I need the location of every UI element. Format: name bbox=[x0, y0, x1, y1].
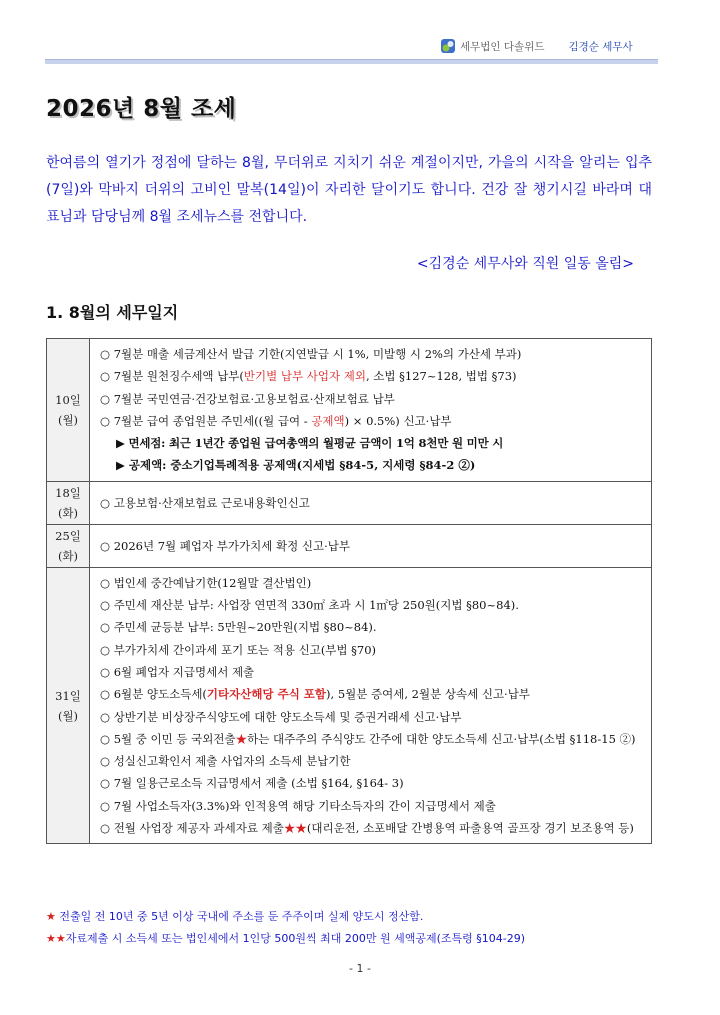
schedule-item bbox=[100, 683, 643, 705]
date-cell-18 bbox=[47, 481, 90, 524]
schedule-item: ○ 부가가치세 간이과세 포기 또는 적용 신고(부법 §70) bbox=[100, 642, 377, 657]
items-cell-25 bbox=[90, 524, 652, 567]
item-text: ○ 5월 중 이민 등 국외전출 bbox=[100, 731, 236, 746]
schedule-item: ○ 주민세 균등분 납부: 5만원~20만원(지법 §80~84). bbox=[100, 620, 377, 635]
schedule-item: ○ 고용보험·산재보험료 근로내용확인신고 bbox=[100, 495, 310, 510]
star-mark: ★ bbox=[235, 731, 248, 746]
star-mark: ★ bbox=[46, 910, 56, 923]
schedule-item: ○ 성실신고확인서 제출 사업자의 소득세 분납기한 bbox=[100, 754, 351, 769]
highlight-text: 공제액 bbox=[311, 413, 345, 428]
date-day: 10일 bbox=[55, 392, 81, 407]
footnote-text: 자료제출 시 소득세 또는 법인세에서 1인당 500원씩 최대 200만 원 세액공제(조특령 §104-29) bbox=[65, 932, 526, 945]
schedule-row-18 bbox=[47, 481, 652, 524]
schedule-item: ○ 법인세 중간예납기한(12월말 결산법인) bbox=[100, 575, 312, 590]
schedule-row-31 bbox=[47, 567, 652, 844]
signature-line: <김경순 세무사와 직원 일동 올림> bbox=[416, 256, 634, 272]
footnote-text: 전출일 전 10년 중 5년 이상 국내에 주소를 둔 주주이며 실제 양도시 정산함. bbox=[55, 910, 424, 923]
firm-logo-icon bbox=[440, 38, 456, 54]
star-mark: ★★ bbox=[46, 932, 66, 945]
schedule-row-25 bbox=[47, 524, 652, 567]
date-cell-31 bbox=[47, 567, 90, 844]
schedule-item: ○ 7월 사업소득자(3.3%)와 인적용역 해당 기타소득자의 간이 지급명세서 제출 bbox=[100, 798, 496, 813]
items-cell-10 bbox=[90, 339, 652, 482]
schedule-item: ○ 7월 일용근로소득 지급명세서 제출 (소법 §164, §164- 3) bbox=[100, 776, 404, 791]
section-title: 1. 8월의 세무일지 bbox=[46, 303, 179, 322]
date-day: 18일 bbox=[55, 485, 81, 500]
date-weekday: (화) bbox=[57, 548, 79, 563]
schedule-item bbox=[100, 410, 643, 432]
star-mark: ★★ bbox=[283, 821, 307, 836]
highlight-text: 기타자산해당 주식 포함 bbox=[206, 687, 327, 702]
date-weekday: (월) bbox=[57, 708, 79, 723]
date-day: 31일 bbox=[55, 688, 81, 703]
tax-accountant-name: 김경순 세무사 bbox=[568, 40, 633, 53]
item-text: ○ 7월분 급여 종업원분 주민세((월 급여 - bbox=[100, 413, 312, 428]
items-cell-18 bbox=[90, 481, 652, 524]
page-number: - 1 - bbox=[349, 962, 371, 975]
date-day: 25일 bbox=[55, 528, 81, 543]
schedule-item: ○ 2026년 7월 폐업자 부가가치세 확정 신고·납부 bbox=[100, 538, 350, 553]
firm-name: 세무법인 다솔위드 bbox=[460, 40, 545, 53]
item-text: ) × 0.5%) 신고·납부 bbox=[344, 413, 452, 428]
item-text: , 소법 §127~128, 법법 §73) bbox=[365, 369, 517, 384]
item-text: ○ 6월분 양도소득세( bbox=[100, 687, 207, 702]
schedule-item: ○ 주민세 재산분 납부: 사업장 연면적 330㎡ 초과 시 1㎡당 250원(지법 §80~84). bbox=[100, 598, 519, 613]
schedule-item bbox=[100, 817, 643, 839]
item-text: ○ 7월분 원천징수세액 납부( bbox=[100, 369, 244, 384]
intro-paragraph: 한여름의 열기가 정점에 달하는 8월, 무더위로 지치기 쉬운 계절이지만, 가을의 시작을 알리는 입추(7일)와 막바지 더위의 고비인 말복(14일)이 자리한 달이기도 합니다. 건강 잘 챙기시길 바라며 대표님과 담당님께 8월 조세뉴스를 전합니다. bbox=[46, 155, 652, 225]
footnote-1 bbox=[46, 908, 423, 924]
schedule-item bbox=[100, 365, 643, 387]
item-text: ○ 전월 사업장 제공자 과세자료 제출 bbox=[100, 821, 284, 836]
items-cell-31 bbox=[90, 567, 652, 844]
schedule-item: ○ 6월 폐업자 지급명세서 제출 bbox=[100, 664, 255, 679]
item-text: (대리운전, 소포배달 간병용역 파출용역 골프장 경기 보조용역 등) bbox=[306, 821, 634, 836]
item-text: 하는 대주주의 주식양도 간주에 대한 양도소득세 신고·납부(소법 §118-15 ②) bbox=[247, 731, 636, 746]
date-weekday: (월) bbox=[57, 412, 79, 427]
schedule-item: ○ 7월분 국민연금·건강보험료·고용보험료·산재보험료 납부 bbox=[100, 391, 395, 406]
date-weekday: (화) bbox=[57, 505, 79, 520]
tax-schedule-table bbox=[46, 338, 652, 844]
page-header bbox=[440, 36, 658, 56]
date-cell-25 bbox=[47, 524, 90, 567]
schedule-row-10 bbox=[47, 339, 652, 482]
schedule-subitem: ▶ 공제액: 중소기업특례적용 공제액(지세법 §84-5, 지세령 §84-2 ②) bbox=[116, 458, 476, 473]
schedule-item bbox=[100, 728, 643, 750]
highlight-text: 반기별 납부 사업자 제외 bbox=[243, 369, 366, 384]
schedule-item: ○ 7월분 매출 세금계산서 발급 기한(지연발급 시 1%, 미발행 시 2%의 가산세 부과) bbox=[100, 347, 522, 361]
page-title: 2026년 8월 조세 bbox=[46, 96, 237, 122]
date-cell-10 bbox=[47, 339, 90, 482]
footnote-2 bbox=[46, 930, 525, 946]
item-text: ), 5월분 증여세, 2월분 상속세 신고·납부 bbox=[326, 687, 530, 702]
schedule-subitem: ▶ 면세점: 최근 1년간 종업원 급여총액의 월평균 금액이 1억 8천만 원 미만 시 bbox=[116, 436, 504, 451]
header-rule bbox=[45, 59, 658, 64]
schedule-item: ○ 상반기분 비상장주식양도에 대한 양도소득세 및 증권거래세 신고·납부 bbox=[100, 709, 462, 724]
